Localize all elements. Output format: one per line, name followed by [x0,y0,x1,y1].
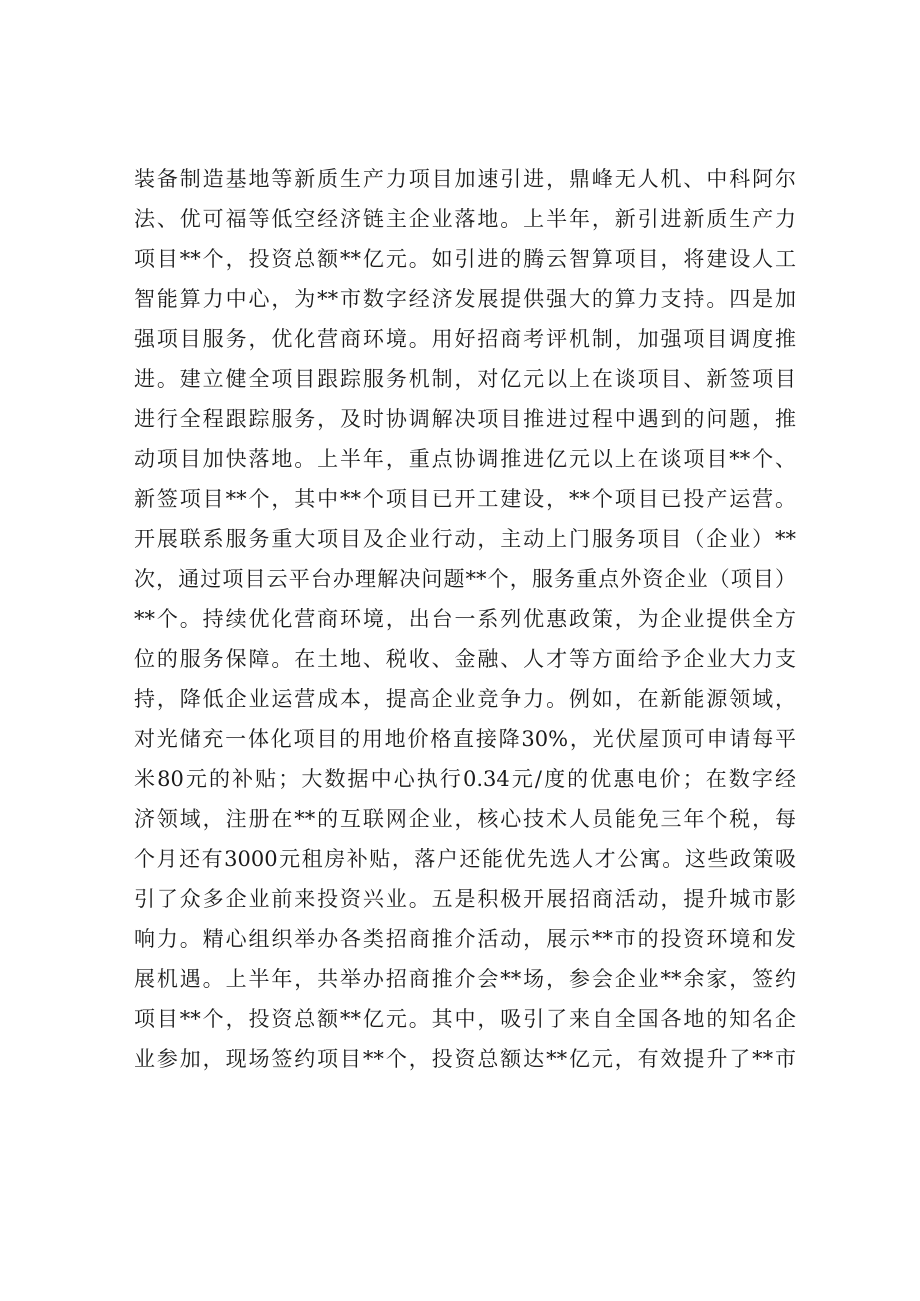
text-line: 装备制造基地等新质生产力项目加速引进，鼎峰无人机、中科阿尔 [134,167,796,191]
text-line: **个。持续优化营商环境，出台一系列优惠政策，为企业提供全方 [134,607,796,631]
text-line: 进。建立健全项目跟踪服务机制，对亿元以上在谈项目、新签项目 [134,367,796,391]
text-line: 智能算力中心，为**市数字经济发展提供强大的算力支持。四是加 [134,287,796,311]
text-line: 对光储充一体化项目的用地价格直接降30%，光伏屋顶可申请每平 [134,727,796,751]
text-line: 米80元的补贴；大数据中心执行0.34元/度的优惠电价；在数字经 [134,767,796,791]
text-line: 新签项目**个，其中**个项目已开工建设，**个项目已投产运营。 [134,487,796,511]
text-line: 引了众多企业前来投资兴业。五是积极开展招商活动，提升城市影 [134,887,796,911]
text-line: 法、优可福等低空经济链主企业落地。上半年，新引进新质生产力 [134,207,796,231]
text-line: 动项目加快落地。上半年，重点协调推进亿元以上在谈项目**个、 [134,447,796,471]
text-line: 展机遇。上半年，共举办招商推介会**场，参会企业**余家，签约 [134,967,796,991]
text-line: 项目**个，投资总额**亿元。其中，吸引了来自全国各地的知名企 [134,1007,796,1031]
text-line: 项目**个，投资总额**亿元。如引进的腾云智算项目，将建设人工 [134,247,796,271]
text-line: 位的服务保障。在土地、税收、金融、人才等方面给予企业大力支 [134,647,796,671]
text-line: 持，降低企业运营成本，提高企业竞争力。例如，在新能源领域， [134,687,796,711]
text-line: 业参加，现场签约项目**个，投资总额达**亿元，有效提升了**市 [134,1047,796,1071]
text-line: 进行全程跟踪服务，及时协调解决项目推进过程中遇到的问题，推 [134,407,796,431]
text-line: 开展联系服务重大项目及企业行动，主动上门服务项目（企业）** [134,527,796,551]
text-line: 强项目服务，优化营商环境。用好招商考评机制，加强项目调度推 [134,327,796,351]
text-line: 个月还有3000元租房补贴，落户还能优先选人才公寓。这些政策吸 [134,847,796,871]
text-line: 响力。精心组织举办各类招商推介活动，展示**市的投资环境和发 [134,927,796,951]
text-line: 济领域，注册在**的互联网企业，核心技术人员能免三年个税，每 [134,807,796,831]
text-line: 次，通过项目云平台办理解决问题**个，服务重点外资企业（项目） [134,567,796,591]
